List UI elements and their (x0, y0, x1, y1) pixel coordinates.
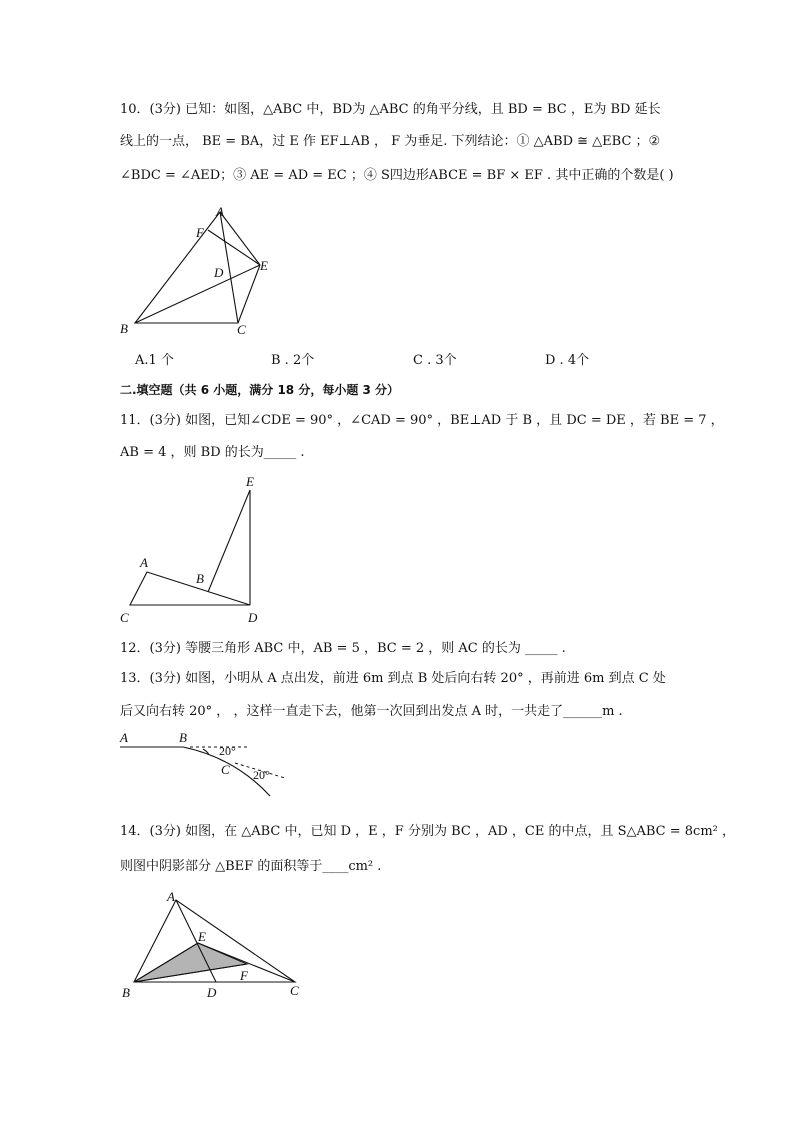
q10-label-e: E (260, 258, 268, 273)
q11-line1: 11．(3分) 如图，已知∠CDE = 90° ，∠CAD = 90° ，BE⊥AD 于 B ，且 DC = DE ，若 BE = 7 ， (120, 413, 724, 428)
q14-label-b: B (122, 985, 130, 1000)
q11-label-c: C (120, 610, 129, 625)
q10-figure (110, 200, 290, 345)
q13-label-a: A (120, 730, 128, 745)
q11-line2: AB = 4 ，则 BD 的长为_____ . (120, 445, 305, 460)
q11-label-b: B (196, 571, 204, 586)
q10-line2: 线上的一点， BE = BA，过 E 作 EF⊥AB ， F 为垂足. 下列结论：① △ABD ≅ △EBC ；② (120, 134, 661, 149)
q10-side-ae (220, 212, 260, 265)
q13-angle-arc-b (203, 749, 209, 755)
q11-segment-be (208, 490, 250, 592)
q11-figure (110, 472, 270, 627)
q13-line2: 后又向右转 20° ， ，这样一直走下去，他第一次回到出发点 A 时，一共走了______m . (120, 704, 623, 719)
q13-figure (115, 728, 295, 808)
section-heading: 二.填空题（共 6 小题，满分 18 分，每小题 3 分） (120, 383, 400, 397)
choice-a[interactable]: A.1 个 (135, 353, 174, 368)
q13-angle-1: 20° (219, 744, 236, 758)
q10-line1: 10．(3分) 已知：如图，△ABC 中，BD为 △ABC 的角平分线，且 BD = BC ，E为 BD 延长 (120, 102, 661, 117)
q10-label-f: F (196, 225, 204, 240)
q14-label-c: C (290, 983, 299, 998)
choice-c[interactable]: C . 3个 (413, 353, 457, 368)
q13-angle-2: 20° (253, 768, 270, 782)
q10-label-a: A (216, 204, 224, 219)
q10-choices (135, 349, 655, 367)
q10-label-c: C (237, 322, 246, 337)
q14-label-e: E (198, 929, 206, 944)
q12-line1: 12．(3分) 等腰三角形 ABC 中，AB = 5 ，BC = 2 ，则 AC 的长为 _____ . (120, 641, 566, 656)
q13-line1: 13．(3分) 如图，小明从 A 点出发，前进 6m 到点 B 处后向右转 20° ，再前进 6m 到点 C 处 (120, 671, 666, 686)
q14-label-f: F (240, 968, 248, 983)
q11-label-a: A (140, 555, 148, 570)
q11-label-d: D (248, 610, 258, 625)
q14-figure (110, 885, 310, 1000)
q11-label-e: E (246, 474, 254, 489)
q14-line1: 14．(3分) 如图，在 △ABC 中，已知 D ，E ，F 分别为 BC ，AD ，CE 的中点，且 S△ABC = 8cm² ， (120, 824, 736, 839)
q14-label-a: A (167, 889, 175, 904)
q14-line2: 则图中阴影部分 △BEF 的面积等于____cm² . (120, 859, 382, 874)
q10-label-b: B (120, 321, 128, 336)
q10-line3: ∠BDC = ∠AED；③ AE = AD = EC ；④ S四边形ABCE = BF × EF . 其中正确的个数是( ) (120, 168, 674, 183)
q13-label-b: B (179, 730, 187, 745)
q14-label-d: D (207, 985, 217, 1000)
choice-d[interactable]: D . 4个 (545, 353, 590, 368)
q13-label-c: C (221, 762, 230, 777)
choice-b[interactable]: B . 2个 (271, 353, 315, 368)
q11-polygon-acd (130, 572, 250, 605)
q10-line-fe (208, 230, 260, 265)
q10-label-d: D (214, 265, 224, 280)
